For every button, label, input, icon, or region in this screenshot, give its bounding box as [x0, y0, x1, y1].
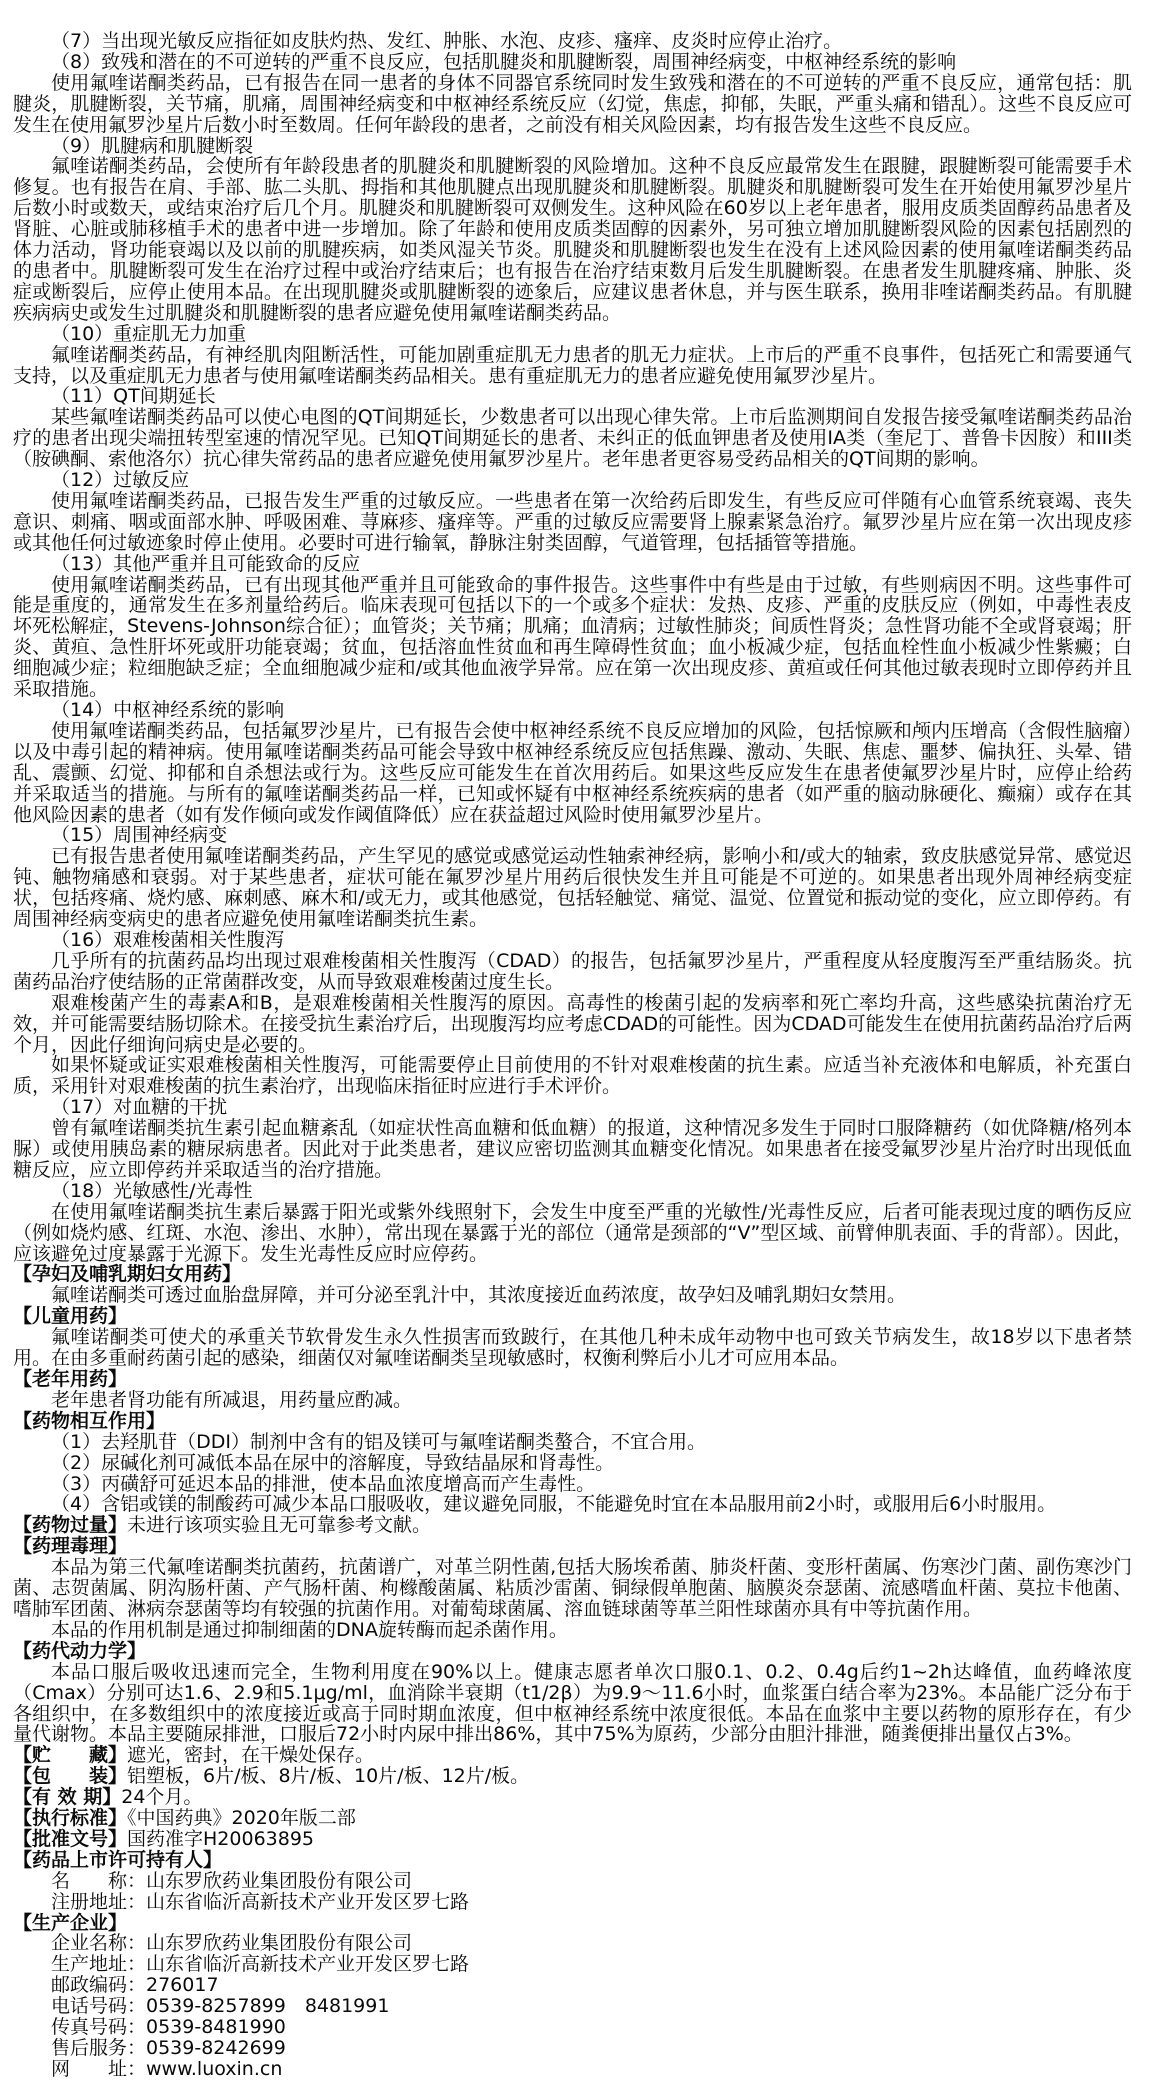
- paragraph-text: 氟喹诺酮类药品，有神经肌肉阻断活性，可能加剧重症肌无力患者的肌无力症状。上市后的严重不良事件，包括死亡和需要通气支持，以及重症肌无力患者与使用氟喹诺酮类药品相关。患有重症肌无力的患者应避免使用氟罗沙星片。: [13, 343, 1132, 387]
- paragraph-text: 遮光，密封，在干燥处保存。: [127, 1744, 375, 1767]
- paragraph: [13, 1432, 1132, 1453]
- paragraph: [13, 1494, 1132, 1515]
- paragraph-text: （14）中枢神经系统的影响: [51, 699, 285, 721]
- paragraph: [13, 1181, 1132, 1202]
- paragraph-text: 氟喹诺酮类可使犬的承重关节软骨发生永久性损害而致跛行，在其他几种未成年动物中也可致关节病发生，故18岁以下患者禁用。在由多重耐药菌引起的感染，细菌仅对氟喹诺酮类呈现敏感时，权衡利弊后小儿才可应用本品。: [13, 1326, 1132, 1370]
- paragraph: [13, 554, 1132, 575]
- section-header: [13, 1913, 1132, 1934]
- paragraph: [13, 31, 1132, 52]
- section-label: 【有 效 期】: [13, 1786, 122, 1809]
- paragraph-text: 【药理毒理】: [13, 1535, 128, 1558]
- paragraph-text: （12）过敏反应: [51, 469, 190, 492]
- paragraph: [13, 1933, 1132, 1954]
- paragraph: [13, 1474, 1132, 1495]
- paragraph-text: 【儿童用药】: [13, 1305, 128, 1328]
- paragraph-text: （4）含铝或镁的制酸药可减少本品口服吸收，建议避免同服，不能避免时宜在本品服用前2小时，或服用后6小时服用。: [51, 1493, 1057, 1516]
- section-header: [13, 1641, 1132, 1662]
- paragraph: [13, 1097, 1132, 1118]
- section-header: [13, 1306, 1132, 1327]
- paragraph-text: 使用氟喹诺酮类药品，包括氟罗沙星片，已有报告会使中枢神经系统不良反应增加的风险，包括惊厥和颅内压增高（含假性脑瘤）以及中毒引起的精神病。使用氟喹诺酮类药品可能会导致中枢神经系统反应包括焦躁、激动、失眠、焦虑、噩梦、偏执狂、头晕、错乱、震颤、幻觉、抑郁和自杀想法或行为。这些反应可能发生在首次用药后。如果这些反应发生在患者使氟罗沙星片时，应停止给药并采取适当的措施。与所有的氟喹诺酮类药品一样，已知或怀疑有中枢神经系统疾病的患者（如严重的脑动脉硬化、癫痫）或存在其他风险因素的患者（如有发作倾向或发作阈值降低）应在获益超过风险时使用氟罗沙星片。: [13, 719, 1132, 826]
- paragraph-text: （8）致残和潜在的不可逆转的严重不良反应，包括肌腱炎和肌腱断裂，周围神经病变，中枢神经系统的影响: [51, 50, 957, 73]
- paragraph-text: 艰难梭菌产生的毒素A和B，是艰难梭菌相关性腹泻的原因。高毒性的梭菌引起的发病率和死亡率均升高，这些感染抗菌治疗无效，并可能需要结肠切除术。在接受抗生素治疗后，出现腹泻均应考虑CDAD的可能性。因为CDAD可能发生在使用抗菌药品治疗后两个月，因此仔细询问病史是必要的。: [13, 991, 1132, 1056]
- section-header: [13, 1745, 1132, 1766]
- paragraph-text: 【药品上市许可持有人】: [13, 1848, 223, 1871]
- section-header: [13, 1808, 1132, 1829]
- paragraph-text: 老年患者肾功能有所减退，用药量应酌减。: [51, 1388, 413, 1411]
- section-label: 【药物过量】: [13, 1514, 128, 1537]
- paragraph: [13, 1327, 1132, 1369]
- paragraph: [13, 993, 1132, 1056]
- paragraph: [13, 930, 1132, 951]
- section-header: [13, 1369, 1132, 1390]
- paragraph: [13, 1453, 1132, 1474]
- paragraph-text: （11）QT间期延长: [51, 385, 216, 408]
- paragraph-text: （15）周围神经病变: [51, 824, 228, 847]
- section-header: [13, 1515, 1132, 1536]
- section-header: [13, 1536, 1132, 1557]
- paragraph-text: 企业名称：山东罗欣药业集团股份有限公司: [51, 1932, 413, 1955]
- paragraph: [13, 1975, 1132, 1996]
- leaflet-body: [13, 31, 1132, 2080]
- paragraph: [13, 846, 1132, 930]
- paragraph-text: 使用氟喹诺酮类药品，已报告发生严重的过敏反应。一些患者在第一次给药后即发生，有些反应可伴随有心血管系统衰竭、丧失意识、刺痛、咽或面部水肿、呼吸困难、荨麻疹、瘙痒等。严重的过敏反应需要肾上腺素紧急治疗。氟罗沙星片应在第一次出现皮疹或其他任何过敏迹象时停止使用。必要时可进行输氧，静脉注射类固醇，气道管理，包括插管等措施。: [13, 489, 1132, 554]
- paragraph: [13, 491, 1132, 554]
- paragraph: [13, 407, 1132, 470]
- paragraph-text: （10）重症肌无力加重: [51, 322, 247, 345]
- paragraph: [13, 1996, 1132, 2017]
- paragraph-text: （2）尿碱化剂可减低本品在尿中的溶解度，导致结晶尿和肾毒性。: [51, 1451, 615, 1474]
- section-header: [13, 1850, 1132, 1871]
- paragraph: [13, 1662, 1132, 1746]
- paragraph-text: 【老年用药】: [13, 1368, 128, 1390]
- paragraph-text: 【孕妇及哺乳期妇女用药】: [13, 1263, 242, 1286]
- paragraph-text: 注册地址：山东省临沂高新技术产业开发区罗七路: [51, 1890, 470, 1913]
- paragraph: [13, 470, 1132, 491]
- paragraph: [13, 721, 1132, 826]
- paragraph-text: （16）艰难梭菌相关性腹泻: [51, 928, 285, 951]
- paragraph-text: 本品的作用机制是通过抑制细菌的DNA旋转酶而起杀菌作用。: [51, 1618, 568, 1641]
- paragraph: [13, 1892, 1132, 1913]
- section-header: [13, 1766, 1132, 1787]
- paragraph: [13, 2059, 1132, 2080]
- paragraph-text: 氟喹诺酮类可透过血胎盘屏障，并可分泌至乳汁中，其浓度接近血药浓度，故孕妇及哺乳期妇女禁用。: [51, 1284, 907, 1307]
- paragraph-text: 名 称：山东罗欣药业集团股份有限公司: [51, 1869, 413, 1892]
- paragraph-text: 【生产企业】: [13, 1911, 128, 1934]
- paragraph: [13, 73, 1132, 136]
- paragraph: [13, 52, 1132, 73]
- paragraph: [13, 951, 1132, 993]
- paragraph: [13, 324, 1132, 345]
- paragraph-text: （18）光敏感性/光毒性: [51, 1179, 253, 1202]
- paragraph: [13, 1202, 1132, 1265]
- paragraph: [13, 1557, 1132, 1620]
- paragraph-text: 几乎所有的抗菌药品均出现过艰难梭菌相关性腹泻（CDAD）的报告，包括氟罗沙星片，严重程度从轻度腹泻至严重结肠炎。抗菌药品治疗使结肠的正常菌群改变，从而导致艰难梭菌过度生长。: [13, 949, 1132, 993]
- paragraph-text: 使用氟喹诺酮类药品，已有出现其他严重并且可能致命的事件报告。这些事件中有些是由于过敏，有些则病因不明。这些事件可能是重度的，通常发生在多剂量给药后。临床表现可包括以下的一个或多个症状：发热、皮疹、严重的皮肤反应（例如，中毒性表皮坏死松解症，Stevens-Johnson综合征）；血管炎；关节痛；肌痛；血清病；过敏性肺炎；间质性肾炎；急性肾功能不全或肾衰竭；肝炎、黄疸、急性肝坏死或肝功能衰竭；贫血，包括溶血性贫血和再生障碍性贫血；血小板减少症，包括血栓性血小板减少性紫癜；白细胞减少症；粒细胞缺乏症；全血细胞减少症和/或其他血液学异常。应在第一次出现皮疹、黄疸或任何其他过敏表现时立即停药并且采取措施。: [13, 573, 1132, 701]
- paragraph-text: 本品为第三代氟喹诺酮类抗菌药，抗菌谱广，对革兰阴性菌,包括大肠埃希菌、肺炎杆菌、变形杆菌属、伤寒沙门菌、副伤寒沙门菌、志贺菌属、阴沟肠杆菌、产气肠杆菌、枸橼酸菌属、粘质沙雷菌、铜绿假单胞菌、脑膜炎奈瑟菌、流感嗜血杆菌、莫拉卡他菌、嗜肺军团菌、淋病奈瑟菌等均有较强的抗菌作用。对葡萄球菌属、溶血链球菌等革兰阳性球菌亦具有中等抗菌作用。: [13, 1556, 1132, 1620]
- paragraph-text: 售后服务：0539-8242699: [51, 2037, 286, 2059]
- paragraph-text: 如果怀疑或证实艰难梭菌相关性腹泻，可能需要停止目前使用的不针对艰难梭菌的抗生素。应适当补充液体和电解质，补充蛋白质，采用针对艰难梭菌的抗生素治疗，出现临床指征时应进行手术评价。: [13, 1054, 1132, 1098]
- section-header: [13, 1264, 1132, 1285]
- section-label: 【贮 藏】: [13, 1744, 128, 1767]
- paragraph-text: 【药代动力学】: [13, 1639, 147, 1662]
- paragraph: [13, 1954, 1132, 1975]
- paragraph: [13, 1390, 1132, 1411]
- paragraph-text: 传真号码：0539-8481990: [51, 2016, 286, 2039]
- section-label: 【批准文号】: [13, 1827, 128, 1850]
- section-header: [13, 1787, 1132, 1808]
- paragraph: [13, 2038, 1132, 2059]
- paragraph-text: 未进行该项实验且无可靠参考文献。: [127, 1514, 432, 1537]
- paragraph-text: （9）肌腱病和肌腱断裂: [51, 134, 254, 157]
- paragraph-text: 【药物相互作用】: [13, 1409, 166, 1432]
- paragraph-text: 氟喹诺酮类药品，会使所有年龄段患者的肌腱炎和肌腱断裂的风险增加。这种不良反应最常发生在跟腱，跟腱断裂可能需要手术修复。也有报告在肩、手部、肱二头肌、拇指和其他肌腱点出现肌腱炎和肌腱断裂。肌腱炎和肌腱断裂可发生在开始使用氟罗沙星片后数小时或数天，或结束治疗后几个月。肌腱炎和肌腱断裂可双侧发生。这种风险在60岁以上老年患者，服用皮质类固醇药品患者及肾脏、心脏或肺移植手术的患者中进一步增加。除了年龄和使用皮质类固醇的因素外，另可独立增加肌腱断裂风险的因素包括剧烈的体力活动，肾功能衰竭以及以前的肌腱疾病，如类风湿关节炎。肌腱炎和肌腱断裂也发生在没有上述风险因素的使用氟喹诺酮类药品的患者中。肌腱断裂可发生在治疗过程中或治疗结束后；也有报告在治疗结束数月后发生肌腱断裂。在患者发生肌腱疼痛、肿胀、炎症或断裂后，应停止使用本品。在出现肌腱炎或肌腱断裂的迹象后，应建议患者休息，并与医生联系，换用非喹诺酮类药品。有肌腱疾病病史或发生过肌腱炎和肌腱断裂的患者应避免使用氟喹诺酮类药品。: [13, 155, 1132, 324]
- paragraph-text: 曾有氟喹诺酮类抗生素引起血糖紊乱（如症状性高血糖和低血糖）的报道，这种情况多发生于同时口服降糖药（如优降糖/格列本脲）或使用胰岛素的糖尿病患者。因此对于此类患者，建议应密切监测其血糖变化情况。如果患者在接受氟罗沙星片治疗时出现低血糖反应，应立即停药并采取适当的治疗措施。: [13, 1117, 1132, 1181]
- paragraph-text: 生产地址：山东省临沂高新技术产业开发区罗七路: [51, 1953, 470, 1976]
- paragraph: [13, 2017, 1132, 2038]
- paragraph-text: （13）其他严重并且可能致命的反应: [51, 552, 361, 575]
- paragraph-text: 铝塑板，6片/板、8片/板、10片/板、12片/板。: [127, 1765, 530, 1788]
- paragraph: [13, 1118, 1132, 1181]
- paragraph: [13, 1055, 1132, 1097]
- section-header: [13, 1829, 1132, 1850]
- section-label: 【执行标准】: [13, 1807, 128, 1830]
- paragraph-text: 电话号码：0539-8257899 8481991: [51, 1995, 390, 2018]
- section-label: 【包 装】: [13, 1765, 128, 1788]
- paragraph: [13, 700, 1132, 721]
- paragraph: [13, 136, 1132, 157]
- paragraph-text: （3）丙磺舒可延迟本品的排泄，使本品血浓度增高而产生毒性。: [51, 1472, 596, 1495]
- paragraph: [13, 1620, 1132, 1641]
- paragraph: [13, 386, 1132, 407]
- paragraph-text: 使用氟喹诺酮类药品，已有报告在同一患者的身体不同器官系统同时发生致残和潜在的不可逆转的严重不良反应，通常包括：肌腱炎，肌腱断裂，关节痛，肌痛，周围神经病变和中枢神经系统反应（幻觉，焦虑，抑郁，失眠，严重头痛和错乱）。这些不良反应可发生在使用氟罗沙星片后数小时至数周。任何年龄段的患者，之前没有相关风险因素，均有报告发生这些不良反应。: [13, 71, 1132, 136]
- section-header: [13, 1411, 1132, 1432]
- paragraph-text: 某些氟喹诺酮类药品可以使心电图的QT间期延长，少数患者可以出现心律失常。上市后监测期间自发报告接受氟喹诺酮类药品治疗的患者出现尖端扭转型室速的情况罕见。已知QT间期延长的患者、未纠正的低血钾患者及使用IA类（奎尼丁、普鲁卡因胺）和III类（胺碘酮、索他洛尔）抗心律失常药品的患者应避免使用氟罗沙星片。老年患者更容易受药品相关的QT间期的影响。: [13, 406, 1132, 471]
- paragraph-text: 网 址：www.luoxin.cn: [51, 2057, 283, 2080]
- paragraph-text: 本品口服后吸收迅速而完全，生物利用度在90%以上。健康志愿者单次口服0.1、0.2、0.4g后约1~2h达峰值，血药峰浓度（Cmax）分别可达1.6、2.9和5.1μg/ml，血消除半衰期（t1/2β）为9.9～11.6小时，血浆蛋白结合率为23%。本品能广泛分布于各组织中，在多数组织中的浓度接近或高于同时期血浓度，但中枢神经系统中浓度很低。本品在血浆中主要以药物的原形存在，有少量代谢物。本品主要随尿排泄，口服后72小时内尿中排出86%，其中75%为原药，少部分由胆汁排泄，随粪便排出量仅占3%。: [13, 1660, 1132, 1746]
- paragraph: [13, 156, 1132, 323]
- paragraph-text: 已有报告患者使用氟喹诺酮类药品，产生罕见的感觉或感觉运动性轴索神经病，影响小和/或大的轴索，致皮肤感觉异常、感觉迟钝、触物痛感和衰弱。对于某些患者，症状可能在氟罗沙星片用药后很快发生并且可能是不可逆的。如果患者出现外周神经病变症状，包括疼痛、烧灼感、麻刺感、麻木和/或无力，或其他感觉，包括轻触觉、痛觉、温觉、位置觉和振动觉的变化，应立即停药。有周围神经病变病史的患者应避免使用氟喹诺酮类抗生素。: [13, 845, 1132, 931]
- paragraph-text: 邮政编码：276017: [51, 1974, 219, 1997]
- paragraph: [13, 575, 1132, 700]
- paragraph-text: （17）对血糖的干扰: [51, 1096, 228, 1119]
- paragraph-text: （7）当出现光敏反应指征如皮肤灼热、发红、肿胀、水泡、皮疹、瘙痒、皮炎时应停止治疗。: [51, 30, 843, 52]
- paragraph-text: 《中国药典》2020年版二部: [127, 1807, 356, 1830]
- paragraph-text: 国药准字H20063895: [127, 1827, 315, 1850]
- paragraph-text: 在使用氟喹诺酮类抗生素后暴露于阳光或紫外线照射下，会发生中度至严重的光敏性/光毒性反应，后者可能表现过度的晒伤反应（例如烧灼感、红斑、水泡、渗出、水肿），常出现在暴露于光的部位（通常是颈部的“V”型区域、前臂伸肌表面、手的背部）。因此，应该避免过度暴露于光源下。发生光毒性反应时应停药。: [13, 1200, 1132, 1265]
- paragraph: [13, 345, 1132, 387]
- paragraph-text: 24个月。: [121, 1786, 203, 1809]
- paragraph: [13, 1285, 1132, 1306]
- paragraph: [13, 1871, 1132, 1892]
- paragraph: [13, 825, 1132, 846]
- paragraph-text: （1）去羟肌苷（DDI）制剂中含有的铝及镁可与氟喹诺酮类螯合，不宜合用。: [51, 1430, 706, 1453]
